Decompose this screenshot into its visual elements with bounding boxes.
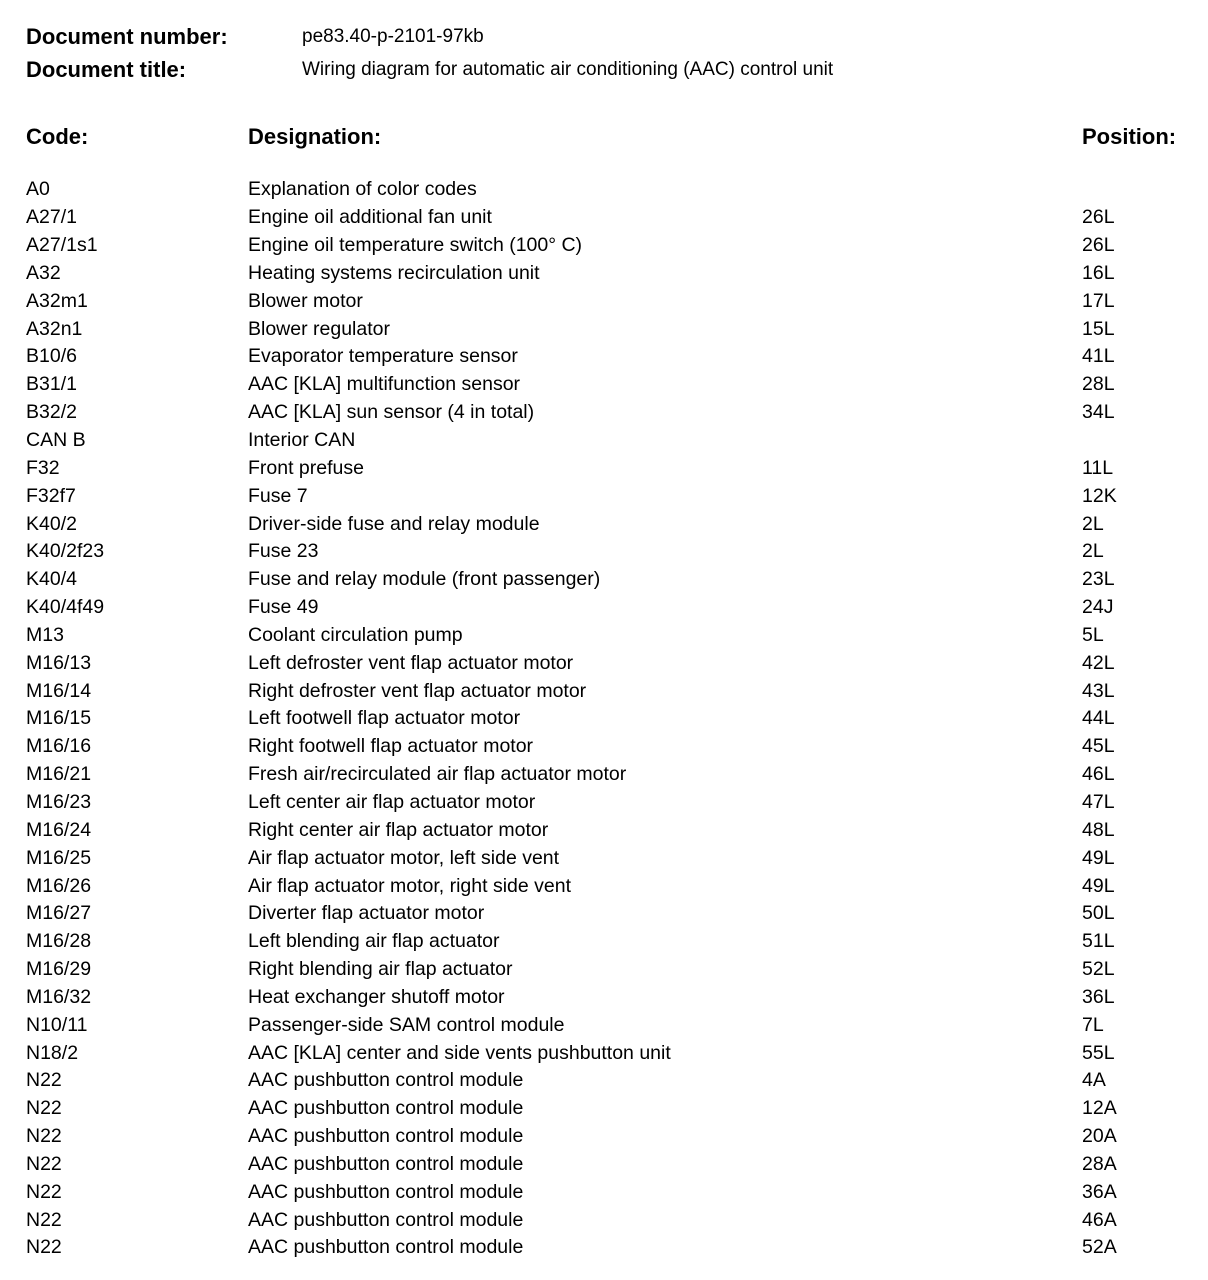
designation-cell: Fuse and relay module (front passenger)	[248, 568, 601, 591]
code-cell: M16/27	[26, 902, 92, 925]
designation-cell: Air flap actuator motor, left side vent	[248, 846, 560, 869]
table-row	[26, 510, 1196, 538]
table-row	[26, 761, 1196, 789]
code-cell: B31/1	[26, 373, 77, 396]
code-cell: N22	[26, 1152, 62, 1175]
document-number-value: pe83.40-p-2101-97kb	[302, 25, 484, 47]
table-row	[26, 232, 1196, 260]
code-cell: N22	[26, 1208, 62, 1231]
table-row	[26, 427, 1196, 455]
designation-cell: Engine oil temperature switch (100° C)	[248, 234, 583, 257]
table-row	[26, 1039, 1196, 1067]
component-table-body	[26, 176, 1196, 1262]
table-row	[26, 399, 1196, 427]
designation-cell: Interior CAN	[248, 429, 356, 452]
code-cell: M16/24	[26, 818, 92, 841]
position-cell: 34L	[1082, 401, 1115, 424]
position-cell: 26L	[1082, 206, 1115, 229]
code-cell: N22	[26, 1180, 62, 1203]
designation-cell: AAC pushbutton control module	[248, 1208, 524, 1231]
designation-cell: AAC pushbutton control module	[248, 1152, 524, 1175]
code-cell: M16/14	[26, 679, 92, 702]
designation-cell: Heat exchanger shutoff motor	[248, 985, 505, 1008]
table-row	[26, 1234, 1196, 1262]
position-cell: 52L	[1082, 958, 1115, 981]
table-row	[26, 343, 1196, 371]
position-cell: 12A	[1082, 1097, 1117, 1120]
position-cell: 28L	[1082, 373, 1115, 396]
position-cell: 44L	[1082, 707, 1115, 730]
position-cell: 55L	[1082, 1041, 1115, 1064]
designation-cell: AAC [KLA] sun sensor (4 in total)	[248, 401, 535, 424]
code-cell: N22	[26, 1125, 62, 1148]
code-cell: M16/26	[26, 874, 92, 897]
position-cell: 41L	[1082, 345, 1115, 368]
designation-cell: Explanation of color codes	[248, 178, 477, 201]
table-row	[26, 622, 1196, 650]
designation-column-header: Designation:	[248, 124, 382, 149]
position-cell: 15L	[1082, 317, 1115, 340]
code-cell: N22	[26, 1236, 62, 1259]
code-cell: N18/2	[26, 1041, 79, 1064]
table-row	[26, 956, 1196, 984]
position-cell: 2L	[1082, 540, 1104, 563]
code-cell: M16/28	[26, 930, 92, 953]
code-cell: K40/4f49	[26, 596, 105, 619]
code-cell: M16/16	[26, 735, 92, 758]
table-row	[26, 789, 1196, 817]
designation-cell: Right center air flap actuator motor	[248, 818, 549, 841]
table-row	[26, 176, 1196, 204]
code-cell: M16/21	[26, 763, 92, 786]
table-row	[26, 594, 1196, 622]
code-cell: M13	[26, 623, 64, 646]
designation-cell: Right defroster vent flap actuator motor	[248, 679, 587, 702]
position-cell: 2L	[1082, 512, 1104, 535]
code-cell: F32f7	[26, 484, 76, 507]
table-header	[26, 124, 1196, 150]
designation-cell: Right footwell flap actuator motor	[248, 735, 534, 758]
position-cell: 49L	[1082, 846, 1115, 869]
table-row	[26, 733, 1196, 761]
table-row	[26, 204, 1196, 232]
position-cell: 28A	[1082, 1152, 1117, 1175]
code-cell: K40/2f23	[26, 540, 105, 563]
designation-cell: AAC pushbutton control module	[248, 1069, 524, 1092]
designation-cell: Driver-side fuse and relay module	[248, 512, 540, 535]
table-row	[26, 844, 1196, 872]
position-cell: 47L	[1082, 790, 1115, 813]
table-row	[26, 454, 1196, 482]
designation-cell: AAC [KLA] center and side vents pushbutton unit	[248, 1041, 671, 1064]
code-column-header: Code:	[26, 124, 89, 149]
designation-cell: AAC pushbutton control module	[248, 1180, 524, 1203]
table-row	[26, 677, 1196, 705]
document-number-label: Document number:	[26, 23, 228, 49]
designation-cell: AAC pushbutton control module	[248, 1236, 524, 1259]
code-cell: M16/29	[26, 958, 92, 981]
designation-cell: Blower motor	[248, 289, 363, 312]
designation-cell: AAC pushbutton control module	[248, 1097, 524, 1120]
position-cell: 36A	[1082, 1180, 1117, 1203]
document-title-label: Document title:	[26, 56, 187, 82]
designation-cell: Blower regulator	[248, 317, 390, 340]
code-cell: A27/1s1	[26, 234, 98, 257]
table-row	[26, 1206, 1196, 1234]
code-cell: M16/15	[26, 707, 92, 730]
designation-cell: Passenger-side SAM control module	[248, 1013, 565, 1036]
table-row	[26, 1151, 1196, 1179]
table-row	[26, 705, 1196, 733]
code-cell: A32n1	[26, 317, 83, 340]
position-cell: 16L	[1082, 261, 1115, 284]
table-row	[26, 566, 1196, 594]
code-cell: M16/25	[26, 846, 92, 869]
code-cell: B10/6	[26, 345, 77, 368]
position-cell: 42L	[1082, 651, 1115, 674]
table-row	[26, 649, 1196, 677]
designation-cell: Evaporator temperature sensor	[248, 345, 518, 368]
designation-cell: Left defroster vent flap actuator motor	[248, 651, 574, 674]
document-number-row	[26, 20, 833, 53]
code-cell: M16/23	[26, 790, 92, 813]
designation-cell: Fuse 23	[248, 540, 319, 563]
table-row	[26, 872, 1196, 900]
document-title-row	[26, 53, 833, 86]
position-cell: 43L	[1082, 679, 1115, 702]
designation-cell: Heating systems recirculation unit	[248, 261, 540, 284]
position-column-header: Position:	[1082, 124, 1177, 149]
position-cell: 50L	[1082, 902, 1115, 925]
code-cell: K40/2	[26, 512, 77, 535]
position-cell: 11L	[1082, 456, 1114, 479]
table-row	[26, 983, 1196, 1011]
position-cell: 46L	[1082, 763, 1115, 786]
position-cell: 45L	[1082, 735, 1115, 758]
designation-cell: Engine oil additional fan unit	[248, 206, 492, 229]
table-row	[26, 371, 1196, 399]
table-row	[26, 1067, 1196, 1095]
position-cell: 7L	[1082, 1013, 1104, 1036]
table-row	[26, 260, 1196, 288]
designation-cell: Coolant circulation pump	[248, 623, 463, 646]
table-row	[26, 900, 1196, 928]
document-meta	[26, 20, 833, 86]
code-cell: K40/4	[26, 568, 77, 591]
position-cell: 51L	[1082, 930, 1115, 953]
code-cell: B32/2	[26, 401, 77, 424]
code-cell: N22	[26, 1069, 62, 1092]
designation-cell: Fresh air/recirculated air flap actuator motor	[248, 763, 627, 786]
code-cell: M16/32	[26, 985, 92, 1008]
designation-cell: Left footwell flap actuator motor	[248, 707, 521, 730]
table-row	[26, 928, 1196, 956]
position-cell: 46A	[1082, 1208, 1117, 1231]
position-cell: 26L	[1082, 234, 1115, 257]
table-row	[26, 287, 1196, 315]
table-row	[26, 816, 1196, 844]
designation-cell: Fuse 7	[248, 484, 308, 507]
code-cell: F32	[26, 456, 60, 479]
table-row	[26, 538, 1196, 566]
table-row	[26, 1095, 1196, 1123]
position-cell: 52A	[1082, 1236, 1117, 1259]
position-cell: 49L	[1082, 874, 1115, 897]
designation-cell: Right blending air flap actuator	[248, 958, 513, 981]
table-row	[26, 315, 1196, 343]
position-cell: 5L	[1082, 623, 1104, 646]
code-cell: A0	[26, 178, 50, 201]
code-cell: A27/1	[26, 206, 77, 229]
code-cell: N10/11	[26, 1013, 88, 1036]
position-cell: 36L	[1082, 985, 1115, 1008]
document-title-value: Wiring diagram for automatic air conditioning (AAC) control unit	[302, 58, 834, 80]
position-cell: 48L	[1082, 818, 1115, 841]
table-row	[26, 1178, 1196, 1206]
designation-cell: Left center air flap actuator motor	[248, 790, 536, 813]
position-cell: 12K	[1082, 484, 1117, 507]
position-cell: 4A	[1082, 1069, 1106, 1092]
designation-cell: Front prefuse	[248, 456, 364, 479]
code-cell: CAN B	[26, 429, 86, 452]
code-cell: A32	[26, 261, 61, 284]
designation-cell: Fuse 49	[248, 596, 319, 619]
code-cell: M16/13	[26, 651, 92, 674]
designation-cell: Diverter flap actuator motor	[248, 902, 485, 925]
designation-cell: AAC [KLA] multifunction sensor	[248, 373, 521, 396]
position-cell: 20A	[1082, 1125, 1117, 1148]
table-row	[26, 482, 1196, 510]
designation-cell: Left blending air flap actuator	[248, 930, 500, 953]
code-cell: N22	[26, 1097, 62, 1120]
position-cell: 17L	[1082, 289, 1115, 312]
designation-cell: AAC pushbutton control module	[248, 1125, 524, 1148]
position-cell: 23L	[1082, 568, 1115, 591]
table-row	[26, 1123, 1196, 1151]
table-row	[26, 1011, 1196, 1039]
designation-cell: Air flap actuator motor, right side vent	[248, 874, 571, 897]
position-cell: 24J	[1082, 596, 1114, 619]
code-cell: A32m1	[26, 289, 88, 312]
